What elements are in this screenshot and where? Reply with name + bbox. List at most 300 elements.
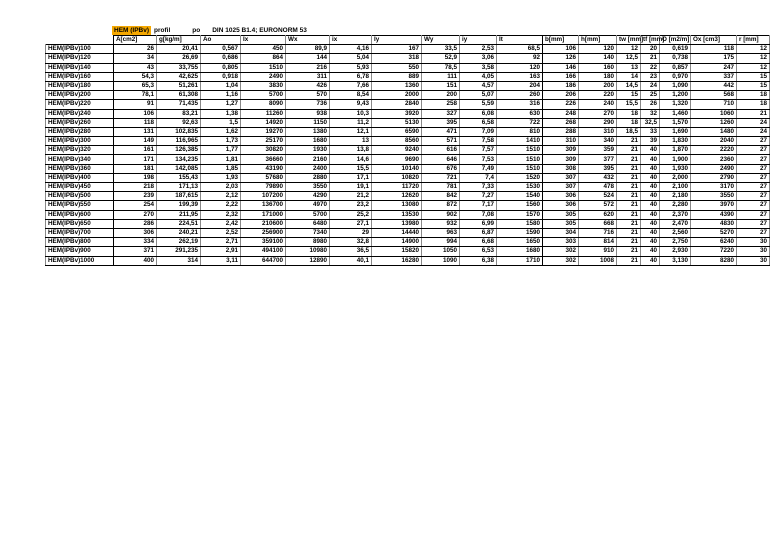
value-cell: 30820: [241, 146, 286, 155]
value-cell: 12: [737, 45, 770, 54]
value-cell: 57680: [241, 173, 286, 182]
value-cell: 2790: [691, 173, 737, 182]
value-cell: 1570: [497, 210, 543, 219]
value-cell: 310: [579, 127, 617, 136]
value-cell: 26: [641, 100, 660, 109]
value-cell: 8090: [241, 100, 286, 109]
value-cell: 34: [114, 54, 157, 63]
value-cell: 309: [543, 146, 579, 155]
profile-name-cell: HEM(IPBv)120: [46, 54, 114, 63]
value-cell: 12: [617, 45, 641, 54]
value-cell: 18: [737, 100, 770, 109]
profile-name-cell: HEM(IPBv)280: [46, 127, 114, 136]
value-cell: 256900: [241, 228, 286, 237]
value-cell: 2360: [691, 155, 737, 164]
value-cell: 7,4: [460, 173, 497, 182]
value-cell: 668: [579, 219, 617, 228]
value-cell: 29: [330, 228, 372, 237]
value-cell: 7340: [286, 228, 330, 237]
value-cell: 308: [543, 164, 579, 173]
profile-name-cell: HEM(IPBv)300: [46, 137, 114, 146]
value-cell: 842: [422, 192, 460, 201]
value-cell: 6,08: [460, 109, 497, 118]
value-cell: 25170: [241, 137, 286, 146]
value-cell: 1,460: [660, 109, 691, 118]
table-row: [46, 155, 770, 164]
profile-name-cell: HEM(IPBv)1000: [46, 256, 114, 265]
value-cell: 71,435: [157, 100, 201, 109]
value-cell: 7,33: [460, 183, 497, 192]
value-cell: 21: [617, 228, 641, 237]
value-cell: 7,66: [330, 81, 372, 90]
value-cell: 471: [422, 127, 460, 136]
value-cell: 40: [641, 183, 660, 192]
value-cell: 22: [641, 63, 660, 72]
value-cell: 40: [641, 164, 660, 173]
value-cell: 3550: [286, 183, 330, 192]
value-cell: 2880: [286, 173, 330, 182]
value-cell: 161: [114, 146, 157, 155]
profile-name-cell: HEM(IPBv)600: [46, 210, 114, 219]
value-cell: 10820: [372, 173, 422, 182]
value-cell: 3,130: [660, 256, 691, 265]
value-cell: 6,38: [460, 256, 497, 265]
value-cell: 27: [737, 155, 770, 164]
value-cell: 65,3: [114, 81, 157, 90]
value-cell: 220: [579, 91, 617, 100]
value-cell: 20: [641, 45, 660, 54]
value-cell: 26: [114, 45, 157, 54]
value-cell: 889: [372, 72, 422, 81]
value-cell: 187,615: [157, 192, 201, 201]
profile-table: [45, 35, 770, 266]
value-cell: 0,970: [660, 72, 691, 81]
column-header: Iy: [372, 36, 422, 45]
profile-name-cell: HEM(IPBv)180: [46, 81, 114, 90]
value-cell: 40: [641, 201, 660, 210]
value-cell: 1510: [241, 63, 286, 72]
profile-name-cell: HEM(IPBv)200: [46, 91, 114, 100]
value-cell: 10,3: [330, 109, 372, 118]
column-header: Ix: [241, 36, 286, 45]
value-cell: 442: [691, 81, 737, 90]
value-cell: 13980: [372, 219, 422, 228]
value-cell: 40: [641, 146, 660, 155]
value-cell: 61,308: [157, 91, 201, 100]
value-cell: 710: [691, 100, 737, 109]
value-cell: 40: [641, 192, 660, 201]
value-cell: 6,53: [460, 247, 497, 256]
value-cell: 14,5: [617, 81, 641, 90]
value-cell: 1008: [579, 256, 617, 265]
value-cell: 1520: [497, 173, 543, 182]
value-cell: 0,686: [201, 54, 241, 63]
profile-name-cell: HEM(IPBv)340: [46, 155, 114, 164]
value-cell: 13,8: [330, 146, 372, 155]
value-cell: 3,11: [201, 256, 241, 265]
standard-label: DIN 1025 B1.4; EURONORM 53: [212, 27, 307, 34]
value-cell: 910: [579, 247, 617, 256]
value-cell: 2220: [691, 146, 737, 155]
value-cell: 570: [286, 91, 330, 100]
value-cell: 1,73: [201, 137, 241, 146]
value-cell: 1480: [691, 127, 737, 136]
value-cell: 8280: [691, 256, 737, 265]
value-cell: 180: [579, 72, 617, 81]
value-cell: 21: [617, 247, 641, 256]
value-cell: 24: [737, 127, 770, 136]
value-cell: 676: [422, 164, 460, 173]
value-cell: 550: [372, 63, 422, 72]
profile-name-cell: HEM(IPBv)160: [46, 72, 114, 81]
value-cell: 0,619: [660, 45, 691, 54]
value-cell: 4,05: [460, 72, 497, 81]
value-cell: 716: [579, 228, 617, 237]
value-cell: 309: [543, 155, 579, 164]
value-cell: 2,100: [660, 183, 691, 192]
value-cell: 432: [579, 173, 617, 182]
value-cell: 1,870: [660, 146, 691, 155]
value-cell: 4290: [286, 192, 330, 201]
value-cell: 27: [737, 210, 770, 219]
value-cell: 21: [617, 256, 641, 265]
value-cell: 21: [617, 210, 641, 219]
value-cell: 27: [737, 219, 770, 228]
value-cell: 340: [579, 137, 617, 146]
value-cell: 2,370: [660, 210, 691, 219]
value-cell: 5,93: [330, 63, 372, 72]
value-cell: 7,08: [460, 210, 497, 219]
value-cell: 166: [543, 72, 579, 81]
column-header: h[mm]: [579, 36, 617, 45]
value-cell: 78,5: [422, 63, 460, 72]
value-cell: 12620: [372, 192, 422, 201]
value-cell: 21,2: [330, 192, 372, 201]
value-cell: 206: [543, 91, 579, 100]
value-cell: 305: [543, 219, 579, 228]
value-cell: 2160: [286, 155, 330, 164]
value-cell: 175: [691, 54, 737, 63]
value-cell: 40: [641, 155, 660, 164]
value-cell: 872: [422, 201, 460, 210]
value-cell: 2,180: [660, 192, 691, 201]
value-cell: 33,755: [157, 63, 201, 72]
value-cell: 102,835: [157, 127, 201, 136]
value-cell: 24: [641, 81, 660, 90]
value-cell: 1,320: [660, 100, 691, 109]
value-cell: 5,59: [460, 100, 497, 109]
value-cell: 21: [617, 146, 641, 155]
value-cell: 83,21: [157, 109, 201, 118]
value-cell: 0,805: [201, 63, 241, 72]
value-cell: 27: [737, 164, 770, 173]
value-cell: 1560: [497, 201, 543, 210]
value-cell: 211,95: [157, 210, 201, 219]
value-cell: 32: [641, 109, 660, 118]
value-cell: 21: [617, 238, 641, 247]
column-header: g[kg/m]: [157, 36, 201, 45]
value-cell: 630: [497, 109, 543, 118]
column-header: ix: [330, 36, 372, 45]
value-cell: 814: [579, 238, 617, 247]
value-cell: 2040: [691, 137, 737, 146]
value-cell: 1,900: [660, 155, 691, 164]
value-cell: 14920: [241, 118, 286, 127]
value-cell: 620: [579, 210, 617, 219]
value-cell: 21: [617, 219, 641, 228]
value-cell: 571: [422, 137, 460, 146]
value-cell: 1060: [691, 109, 737, 118]
value-cell: 12,5: [617, 54, 641, 63]
value-cell: 199,39: [157, 201, 201, 210]
value-cell: 5,04: [330, 54, 372, 63]
value-cell: 6240: [691, 238, 737, 247]
value-cell: 7,27: [460, 192, 497, 201]
value-cell: 17,1: [330, 173, 372, 182]
value-cell: 646: [422, 155, 460, 164]
value-cell: 260: [497, 91, 543, 100]
value-cell: 33,5: [422, 45, 460, 54]
value-cell: 14900: [372, 238, 422, 247]
value-cell: 8980: [286, 238, 330, 247]
value-cell: 1,16: [201, 91, 241, 100]
value-cell: 2,470: [660, 219, 691, 228]
column-header: b[mm]: [543, 36, 579, 45]
table-row: [46, 100, 770, 109]
value-cell: 14440: [372, 228, 422, 237]
value-cell: 32,5: [641, 118, 660, 127]
profile-name-cell: HEM(IPBv)320: [46, 146, 114, 155]
value-cell: 1,93: [201, 173, 241, 182]
value-cell: 198: [114, 173, 157, 182]
value-cell: 140: [579, 54, 617, 63]
header-corner: [46, 36, 114, 45]
value-cell: 15820: [372, 247, 422, 256]
value-cell: 21: [617, 192, 641, 201]
value-cell: 334: [114, 238, 157, 247]
value-cell: 5270: [691, 228, 737, 237]
value-cell: 311: [286, 72, 330, 81]
value-cell: 21: [617, 164, 641, 173]
value-cell: 210600: [241, 219, 286, 228]
value-cell: 15: [737, 72, 770, 81]
value-cell: 572: [579, 201, 617, 210]
value-cell: 155,43: [157, 173, 201, 182]
value-cell: 40: [641, 256, 660, 265]
value-cell: 371: [114, 247, 157, 256]
value-cell: 89,9: [286, 45, 330, 54]
value-cell: 30: [737, 247, 770, 256]
value-cell: 270: [579, 109, 617, 118]
value-cell: 478: [579, 183, 617, 192]
value-cell: 302: [543, 256, 579, 265]
value-cell: 120: [497, 63, 543, 72]
value-cell: 3970: [691, 201, 737, 210]
value-cell: 142,085: [157, 164, 201, 173]
value-cell: 6,68: [460, 238, 497, 247]
table-row: [46, 54, 770, 63]
header-row: [46, 36, 770, 45]
value-cell: 400: [114, 256, 157, 265]
value-cell: 43: [114, 63, 157, 72]
value-cell: 303: [543, 238, 579, 247]
value-cell: 864: [241, 54, 286, 63]
column-header: It: [497, 36, 543, 45]
value-cell: 136700: [241, 201, 286, 210]
value-cell: 33: [641, 127, 660, 136]
value-cell: 736: [286, 100, 330, 109]
value-cell: 1,930: [660, 164, 691, 173]
value-cell: 248: [543, 109, 579, 118]
table-row: [46, 192, 770, 201]
value-cell: 1510: [497, 155, 543, 164]
value-cell: 21: [617, 183, 641, 192]
value-cell: 318: [372, 54, 422, 63]
value-cell: 216: [286, 63, 330, 72]
value-cell: 23,2: [330, 201, 372, 210]
value-cell: 1,090: [660, 81, 691, 90]
value-cell: 25,2: [330, 210, 372, 219]
value-cell: 12: [737, 63, 770, 72]
value-cell: 27: [737, 183, 770, 192]
value-cell: 15,5: [617, 100, 641, 109]
value-cell: 106: [114, 109, 157, 118]
value-cell: 131: [114, 127, 157, 136]
value-cell: 78,1: [114, 91, 157, 100]
value-cell: 568: [691, 91, 737, 100]
value-cell: 5,07: [460, 91, 497, 100]
value-cell: 18: [737, 91, 770, 100]
value-cell: 1150: [286, 118, 330, 127]
value-cell: 120: [579, 45, 617, 54]
value-cell: 316: [497, 100, 543, 109]
value-cell: 7220: [691, 247, 737, 256]
value-cell: 1510: [497, 146, 543, 155]
value-cell: 2400: [286, 164, 330, 173]
value-cell: 450: [241, 45, 286, 54]
value-cell: 359: [579, 146, 617, 155]
value-cell: 781: [422, 183, 460, 192]
value-cell: 21: [617, 137, 641, 146]
column-header: Wy: [422, 36, 460, 45]
value-cell: 310: [543, 137, 579, 146]
value-cell: 327: [422, 109, 460, 118]
value-cell: 306: [543, 192, 579, 201]
value-cell: 1680: [286, 137, 330, 146]
value-cell: 7,57: [460, 146, 497, 155]
value-cell: 721: [422, 173, 460, 182]
table-row: [46, 164, 770, 173]
value-cell: 171000: [241, 210, 286, 219]
value-cell: 224,51: [157, 219, 201, 228]
value-cell: 3,06: [460, 54, 497, 63]
value-cell: 118: [114, 118, 157, 127]
value-cell: 40: [641, 228, 660, 237]
value-cell: 314: [157, 256, 201, 265]
value-cell: 13530: [372, 210, 422, 219]
value-cell: 18: [617, 118, 641, 127]
value-cell: 26,69: [157, 54, 201, 63]
table-row: [46, 45, 770, 54]
value-cell: 395: [579, 164, 617, 173]
value-cell: 240,21: [157, 228, 201, 237]
table-row: [46, 201, 770, 210]
value-cell: 2,53: [460, 45, 497, 54]
value-cell: 19270: [241, 127, 286, 136]
value-cell: 9240: [372, 146, 422, 155]
value-cell: 0,567: [201, 45, 241, 54]
value-cell: 290: [579, 118, 617, 127]
value-cell: 42,625: [157, 72, 201, 81]
value-cell: 21: [737, 109, 770, 118]
value-cell: 14: [617, 72, 641, 81]
value-cell: 204: [497, 81, 543, 90]
value-cell: 616: [422, 146, 460, 155]
value-cell: 18: [617, 109, 641, 118]
value-cell: 2,930: [660, 247, 691, 256]
value-cell: 12: [737, 54, 770, 63]
value-cell: 306: [114, 228, 157, 237]
value-cell: 6480: [286, 219, 330, 228]
value-cell: 151: [422, 81, 460, 90]
value-cell: 14,6: [330, 155, 372, 164]
value-cell: 902: [422, 210, 460, 219]
value-cell: 288: [543, 127, 579, 136]
table-row: [46, 219, 770, 228]
value-cell: 7,09: [460, 127, 497, 136]
profile-name-cell: HEM(IPBv)800: [46, 238, 114, 247]
value-cell: 146: [543, 63, 579, 72]
table-row: [46, 72, 770, 81]
value-cell: 963: [422, 228, 460, 237]
value-cell: 1930: [286, 146, 330, 155]
value-cell: 9690: [372, 155, 422, 164]
value-cell: 40: [641, 173, 660, 182]
value-cell: 239: [114, 192, 157, 201]
table-row: [46, 137, 770, 146]
value-cell: 0,738: [660, 54, 691, 63]
value-cell: 40,1: [330, 256, 372, 265]
value-cell: 11720: [372, 183, 422, 192]
value-cell: 11,2: [330, 118, 372, 127]
value-cell: 92,63: [157, 118, 201, 127]
value-cell: 39: [641, 137, 660, 146]
value-cell: 15,5: [330, 164, 372, 173]
column-header: O [m2/m]: [660, 36, 691, 45]
table-row: [46, 146, 770, 155]
value-cell: 2,560: [660, 228, 691, 237]
profile-name-cell: HEM(IPBv)100: [46, 45, 114, 54]
value-cell: 8,54: [330, 91, 372, 100]
value-cell: 524: [579, 192, 617, 201]
value-cell: 171: [114, 155, 157, 164]
value-cell: 2,22: [201, 201, 241, 210]
column-header: tw [mm]: [617, 36, 641, 45]
value-cell: 6,58: [460, 118, 497, 127]
value-cell: 23: [641, 72, 660, 81]
value-cell: 171,13: [157, 183, 201, 192]
value-cell: 994: [422, 238, 460, 247]
profile-name-cell: HEM(IPBv)550: [46, 201, 114, 210]
value-cell: 7,17: [460, 201, 497, 210]
value-cell: 5700: [241, 91, 286, 100]
value-cell: 258: [422, 100, 460, 109]
value-cell: 359100: [241, 238, 286, 247]
value-cell: 167: [372, 45, 422, 54]
value-cell: 4,16: [330, 45, 372, 54]
value-cell: 1,38: [201, 109, 241, 118]
value-cell: 2,71: [201, 238, 241, 247]
